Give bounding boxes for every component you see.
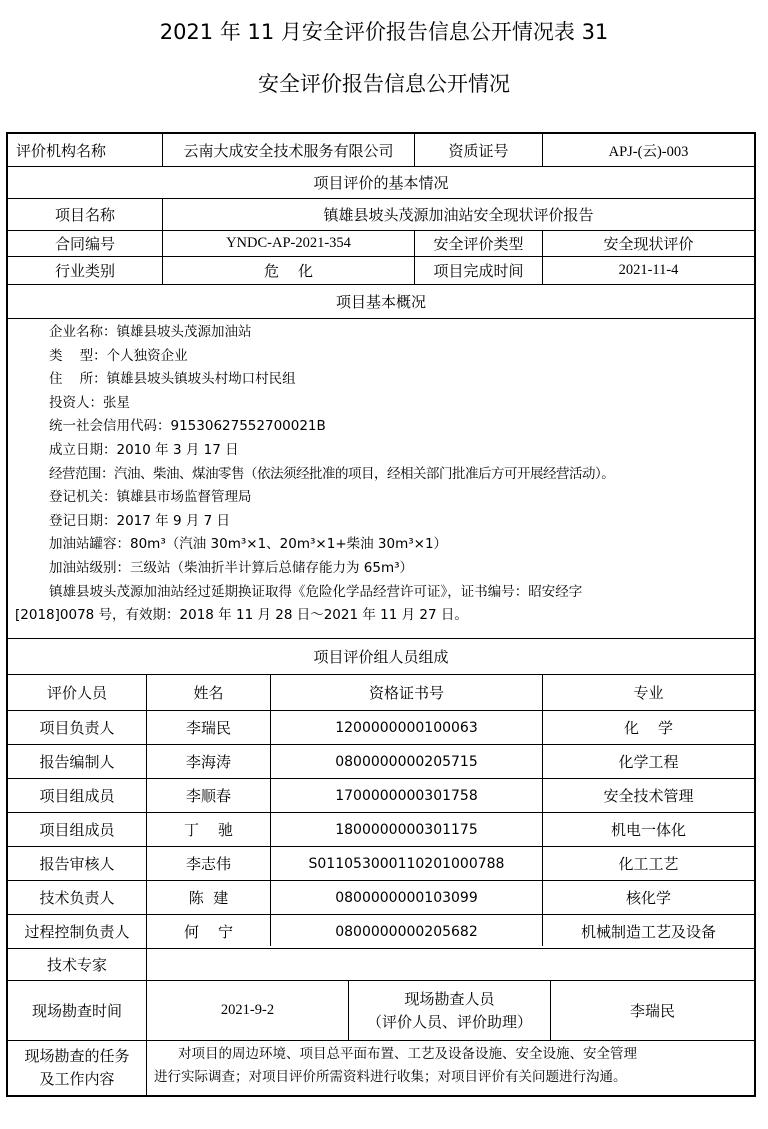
table-cell-name: 李顺春 (185, 787, 231, 805)
table-cell-major: 化学工程 (618, 753, 679, 771)
survey-task-line: 对项目的周边环境、项目总平面布置、工艺及设备设施、安全设施、安全管理 (178, 1046, 637, 1062)
survey-task-label-line2: 及工作内容 (39, 1070, 115, 1088)
overview-paragraph-line: [2018]0078 号，有效期：2018 年 11 月 28 日～2021 年 11 月 27 日。 (15, 607, 468, 624)
table-cell-name: 李瑞民 (185, 719, 231, 737)
overview-line: 企业名称：镇雄县坡头茂源加油站 (49, 324, 252, 340)
org-value: 云南大成安全技术服务有限公司 (183, 141, 394, 160)
overview-line: 成立日期：2010 年 3 月 17 日 (49, 441, 239, 458)
industry-label: 行业类别 (54, 262, 115, 280)
eval-type-value: 安全现状评价 (603, 235, 694, 253)
survey-task-line: 进行实际调查；对项目评价所需资料进行收集；对项目评价有关问题进行沟通。 (154, 1069, 627, 1085)
survey-staff-value: 李瑞民 (629, 1002, 675, 1020)
overview-body (15, 321, 753, 628)
eval-type-label: 安全评价类型 (433, 235, 524, 253)
team-header-name: 姓名 (193, 684, 224, 702)
team-header-role: 评价人员 (46, 684, 107, 702)
finish-value: 2021-11-4 (618, 262, 679, 278)
table-cell-cert: 1200000000100063 (335, 719, 478, 736)
overview-line: 类 型：个人独资企业 (49, 347, 188, 364)
survey-time-value: 2021-9-2 (220, 1002, 275, 1018)
cert-value: APJ-(云)-003 (608, 143, 689, 160)
industry-value: 危 化 (263, 262, 314, 280)
overview-paragraph-line: 镇雄县坡头茂源加油站经过延期换证取得《危险化学品经营许可证》，证书编号：昭安经字 (49, 583, 583, 600)
document-title: 2021 年 11 月安全评价报告信息公开情况表 31 (159, 20, 609, 44)
table-cell-role: 项目组成员 (39, 787, 115, 805)
overview-line: 加油站级别：三级站（柴油折半计算后总储存能力为 65m³） (49, 559, 414, 576)
table-cell-role: 过程控制负责人 (24, 923, 130, 941)
table-cell-role: 项目组成员 (39, 821, 115, 839)
table-cell-major: 核化学 (625, 889, 671, 907)
survey-task-content (154, 1043, 752, 1089)
contract-value: YNDC-AP-2021-354 (226, 235, 351, 251)
org-label: 评价机构名称 (16, 141, 107, 160)
table-cell-cert: S011053000110201000788 (308, 855, 505, 872)
table-cell-cert: 1700000000301758 (335, 787, 478, 804)
survey-staff-label (349, 981, 550, 1040)
survey-time-label: 现场勘查时间 (31, 1002, 122, 1020)
table-cell-name: 陈 建 (188, 889, 229, 907)
finish-label: 项目完成时间 (433, 262, 524, 280)
table-cell-major: 机械制造工艺及设备 (580, 923, 716, 941)
expert-label: 技术专家 (46, 956, 107, 974)
disclosure-table (6, 132, 756, 1097)
overview-line: 登记日期：2017 年 9 月 7 日 (49, 512, 230, 529)
cert-label: 资质证号 (448, 141, 509, 160)
survey-staff-label-line2: （评价人员、评价助理） (366, 1012, 532, 1031)
table-cell-cert: 0800000000205682 (335, 923, 478, 940)
survey-task-label-line1: 现场勘查的任务 (24, 1047, 130, 1065)
overview-line: 加油站罐容：80m³（汽油 30m³×1、20m³×1+柴油 30m³×1） (49, 536, 448, 553)
survey-staff-label-line1: 现场勘查人员 (404, 989, 495, 1008)
contract-label: 合同编号 (54, 235, 115, 253)
team-section-title: 项目评价组人员组成 (313, 648, 449, 666)
table-cell-major: 化 学 (623, 719, 674, 737)
overview-line: 经营范围：汽油、柴油、煤油零售（依法须经批准的项目，经相关部门批准后方可开展经营活动）。 (49, 465, 615, 482)
expert-value (147, 949, 754, 980)
overview-line: 登记机关：镇雄县市场监督管理局 (49, 489, 252, 506)
overview-line: 投资人：张星 (49, 394, 130, 411)
table-cell-cert: 1800000000301175 (335, 821, 478, 838)
table-cell-major: 机电一体化 (610, 821, 686, 839)
overview-line: 统一社会信用代码：91530627552700021B (49, 418, 326, 435)
table-cell-role: 技术负责人 (39, 889, 115, 907)
table-cell-role: 报告审核人 (39, 855, 115, 873)
project-name-label: 项目名称 (54, 206, 115, 224)
team-header-cert: 资格证书号 (368, 684, 444, 702)
table-cell-name: 丁 驰 (183, 821, 234, 839)
basic-section-title: 项目评价的基本情况 (313, 174, 449, 192)
survey-task-label (8, 1041, 146, 1095)
project-name: 镇雄县坡头茂源加油站安全现状评价报告 (323, 206, 594, 224)
table-cell-role: 项目负责人 (39, 719, 115, 737)
table-cell-name: 李海涛 (185, 753, 231, 771)
table-cell-major: 化工工艺 (618, 855, 679, 873)
overview-section-title: 项目基本概况 (335, 293, 426, 311)
table-cell-name: 何 宁 (183, 923, 234, 941)
table-cell-name: 李志伟 (185, 855, 231, 873)
team-header-major: 专业 (633, 684, 664, 702)
table-cell-role: 报告编制人 (39, 753, 115, 771)
table-cell-cert: 0800000000205715 (335, 753, 478, 770)
table-cell-cert: 0800000000103099 (335, 889, 478, 906)
overview-line: 住 所：镇雄县坡头镇坡头村坳口村民组 (49, 371, 296, 388)
table-cell-major: 安全技术管理 (603, 787, 694, 805)
document-subtitle: 安全评价报告信息公开情况 (258, 72, 510, 96)
